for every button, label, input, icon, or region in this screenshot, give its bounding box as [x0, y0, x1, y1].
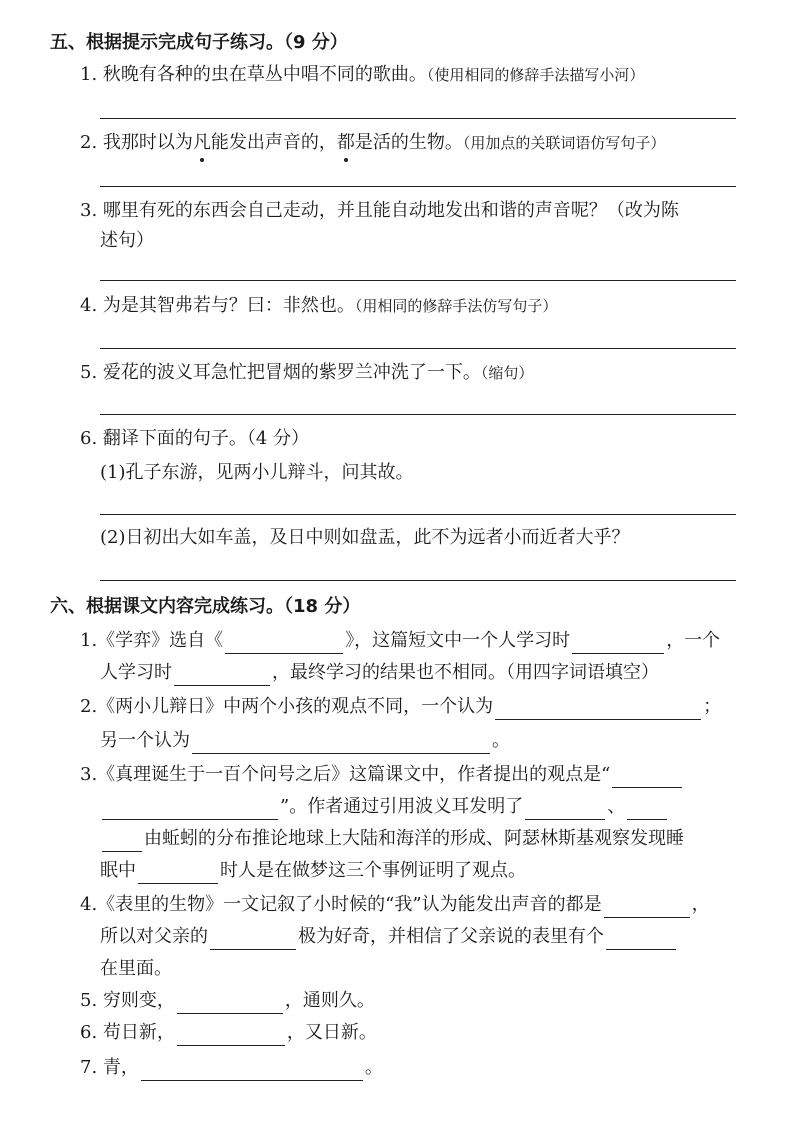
s5-question-6: 6. 翻译下面的句子。（4 分） [80, 428, 310, 449]
s5-q1-text: 1. 秋晚有各种的虫在草丛中唱不同的歌曲。 [80, 64, 427, 85]
s5-question-1 [80, 62, 644, 88]
s6-q1-blank-2[interactable] [572, 633, 664, 654]
s6-q5-text-a: 5. 穷则变， [80, 990, 175, 1011]
s6-q2-text-c: 另一个认为 [100, 730, 190, 751]
s5-q1-answer-line[interactable] [100, 118, 736, 119]
s6-q5-text-b: ，通则久。 [284, 990, 375, 1011]
s6-q3-text-a: 3.《真理诞生于一百个问号之后》这篇课文中，作者提出的观点是“ [80, 764, 611, 785]
s5-q6-sentence-2: (2)日初出大如车盖，及日中则如盘盂，此不为远者小而近者大乎？ [100, 527, 630, 548]
s6-q3-blank-3a[interactable] [627, 799, 667, 820]
s5-q6-1-answer-line[interactable] [100, 514, 736, 515]
s6-q2-text-a: 2.《两小儿辩日》中两个小孩的观点不同，一个认为 [80, 696, 494, 717]
s6-question-3-line-1 [80, 762, 684, 788]
s6-question-4-line-2 [100, 924, 678, 950]
s5-q5-answer-line[interactable] [100, 414, 736, 415]
s6-q4-text-b: ， [691, 894, 710, 915]
s6-q4-blank-1[interactable] [604, 897, 690, 918]
s5-q2-part-a: 2. 我那时以为 [80, 132, 193, 153]
s6-q2-text-d: 。 [492, 730, 510, 751]
s6-question-5 [80, 988, 375, 1014]
s6-question-2-line-2 [100, 728, 510, 754]
s5-q2-answer-line[interactable] [100, 186, 736, 187]
s5-q2-part-c: 是活的生物。 [354, 132, 463, 153]
s5-q5-note: （缩句） [480, 364, 534, 382]
s6-question-7 [80, 1055, 383, 1081]
s5-q6-2-answer-line[interactable] [100, 580, 736, 581]
s5-q3-answer-line[interactable] [100, 280, 736, 281]
s5-question-2 [80, 130, 665, 156]
s6-q1-text-e: ，最终学习的结果也不相同。（用四字词语填空） [272, 662, 659, 683]
s5-question-3-line-2: 述句） [100, 230, 154, 251]
s6-q1-text-a: 1.《学弈》选自《 [80, 630, 224, 651]
s5-q2-dotted-word-2: 都 [337, 130, 355, 156]
s6-question-3-line-2 [100, 794, 669, 820]
s6-q4-text-a: 4.《表里的生物》一文记叙了小时候的“我”认为能发出声音的都是 [80, 894, 602, 915]
s6-question-1-line-2 [100, 660, 659, 686]
section-6-title: 六、根据课文内容完成练习。（18 分） [50, 596, 361, 617]
s5-q2-dotted-word-1: 凡 [193, 130, 211, 156]
s5-question-3-line-1: 3. 哪里有死的东西会自己走动，并且能自动地发出和谐的声音呢？（改为陈 [80, 200, 679, 221]
s6-q4-text-d: 极为好奇，并相信了父亲说的表里有个 [298, 926, 604, 947]
s6-q1-text-d: 人学习时 [100, 662, 172, 683]
s5-q4-note: （用相同的修辞手法仿写句子） [354, 297, 558, 315]
s6-q3-blank-1a[interactable] [612, 767, 682, 788]
s6-q3-blank-3b[interactable] [102, 831, 142, 852]
s6-q6-text-b: ，又日新。 [286, 1022, 377, 1043]
s5-q6-sentence-1: (1)孔子东游，见两小儿辩斗，问其故。 [100, 462, 414, 483]
s5-q2-part-b: 能发出声音的， [210, 132, 337, 153]
s6-q6-text-a: 6. 苟日新， [80, 1022, 175, 1043]
s5-question-4 [80, 293, 557, 319]
s6-q1-blank-3[interactable] [174, 665, 270, 686]
s6-q3-blank-2[interactable] [525, 799, 605, 820]
s6-q3-text-b: ”。作者通过引用波义耳发明了 [280, 796, 524, 817]
s5-q1-note: （使用相同的修辞手法描写小河） [426, 66, 645, 84]
s6-q2-text-b: ； [703, 696, 722, 717]
s6-q7-blank[interactable] [141, 1060, 363, 1081]
s6-question-1-line-1 [80, 628, 720, 654]
s6-q3-text-f: 时人是在做梦这三个事例证明了观点。 [220, 860, 526, 881]
s6-q1-blank-1[interactable] [225, 633, 343, 654]
s6-question-4-line-1 [80, 892, 710, 918]
s6-question-4-line-3: 在里面。 [100, 958, 172, 979]
s6-question-3-line-3 [100, 826, 684, 852]
s6-q4-blank-2[interactable] [210, 929, 296, 950]
s6-q3-blank-4[interactable] [138, 863, 218, 884]
s6-q3-text-e: 眠中 [100, 860, 136, 881]
section-5-title: 五、根据提示完成句子练习。（9 分） [50, 32, 348, 53]
s5-q5-text: 5. 爱花的波义耳急忙把冒烟的紫罗兰冲洗了一下。 [80, 362, 481, 383]
s6-q2-blank-1[interactable] [495, 699, 701, 720]
s6-q7-text-b: 。 [364, 1057, 383, 1078]
s5-question-5 [80, 360, 533, 386]
s6-question-3-line-4 [100, 858, 526, 884]
s6-q2-blank-2[interactable] [192, 733, 490, 754]
s6-q3-text-c: 、 [607, 796, 626, 817]
s5-q4-answer-line[interactable] [100, 348, 736, 349]
s6-q4-text-c: 所以对父亲的 [100, 926, 208, 947]
s6-question-2-line-1 [80, 694, 721, 720]
s6-question-6 [80, 1020, 377, 1046]
s6-q1-text-c: ，一个 [666, 630, 721, 651]
s5-q4-text: 4. 为是其智弗若与？曰：非然也。 [80, 295, 355, 316]
s6-q3-text-d: 由蚯蚓的分布推论地球上大陆和海洋的形成、阿瑟林斯基观察发现睡 [144, 828, 684, 849]
s6-q1-text-b: 》，这篇短文中一个人学习时 [345, 630, 571, 651]
s6-q7-text-a: 7. 青， [80, 1057, 139, 1078]
s6-q5-blank[interactable] [177, 993, 283, 1014]
s6-q4-blank-3[interactable] [606, 929, 676, 950]
s6-q3-blank-1b[interactable] [102, 799, 278, 820]
s5-q2-note: （用加点的关联词语仿写句子） [462, 134, 666, 152]
s6-q6-blank[interactable] [177, 1025, 285, 1046]
